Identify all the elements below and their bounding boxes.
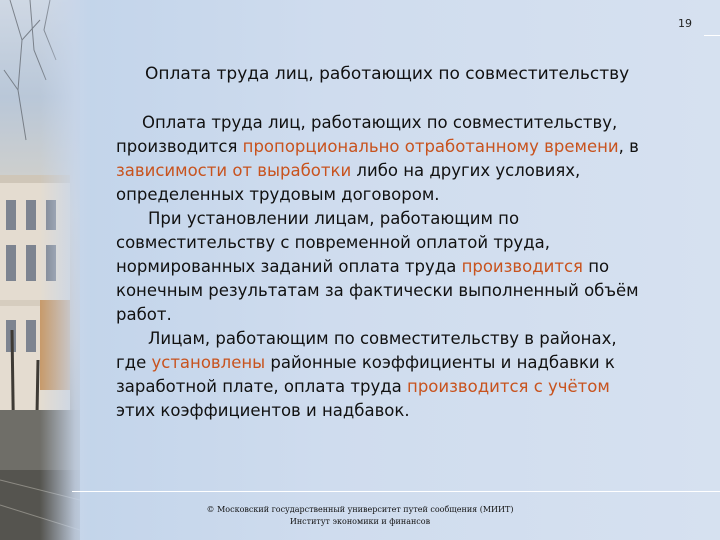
highlight-text: производится (461, 257, 583, 276)
highlight-text: установлены (151, 353, 266, 372)
paragraph-1-line-4: определенных трудовым договором. (116, 185, 440, 204)
highlight-text: пропорционально отработанному времени (242, 137, 619, 156)
paragraph-3-line-3: заработной плате, оплата труда производится с учётом (116, 377, 610, 396)
footer-copyright: © Московский государственный университет путей сообщения (МИИТ) (206, 505, 514, 514)
footer-institute: Институт экономики и финансов (289, 517, 431, 526)
page-number: 19 (678, 17, 692, 30)
footer-divider (72, 491, 720, 492)
paragraph-3-line-4: этих коэффициентов и надбавок. (116, 401, 410, 420)
photo-fade-overlay (40, 0, 90, 540)
paragraph-3-line-2: где установлены районные коэффициенты и надбавки к (116, 353, 615, 372)
slide-title: Оплата труда лиц, работающих по совместительству (145, 64, 630, 84)
paragraph-2-line-1: При установлении лицам, работающим по (148, 209, 520, 228)
header-divider (704, 35, 720, 36)
paragraph-3-line-1: Лицам, работающим по совместительству в районах, (148, 329, 617, 348)
paragraph-2-line-5: работ. (116, 305, 172, 324)
paragraph-2-line-3: нормированных заданий оплата труда производится по (116, 257, 610, 276)
highlight-text: производится с учётом (407, 377, 610, 396)
paragraph-2-line-2: совместительству с повременной оплатой труда, (116, 233, 550, 252)
paragraph-2-line-4: конечным результатам за фактически выполненный объём (116, 281, 639, 300)
highlight-text: зависимости от выработки (116, 161, 352, 180)
paragraph-1-line-2: производится пропорционально отработанному времени, в (116, 137, 639, 156)
paragraph-1-line-1: Оплата труда лиц, работающих по совместительству, (142, 113, 618, 132)
paragraph-1-line-3: зависимости от выработки либо на других условиях, (116, 161, 581, 180)
footer (160, 504, 560, 528)
slide-body (116, 111, 676, 423)
